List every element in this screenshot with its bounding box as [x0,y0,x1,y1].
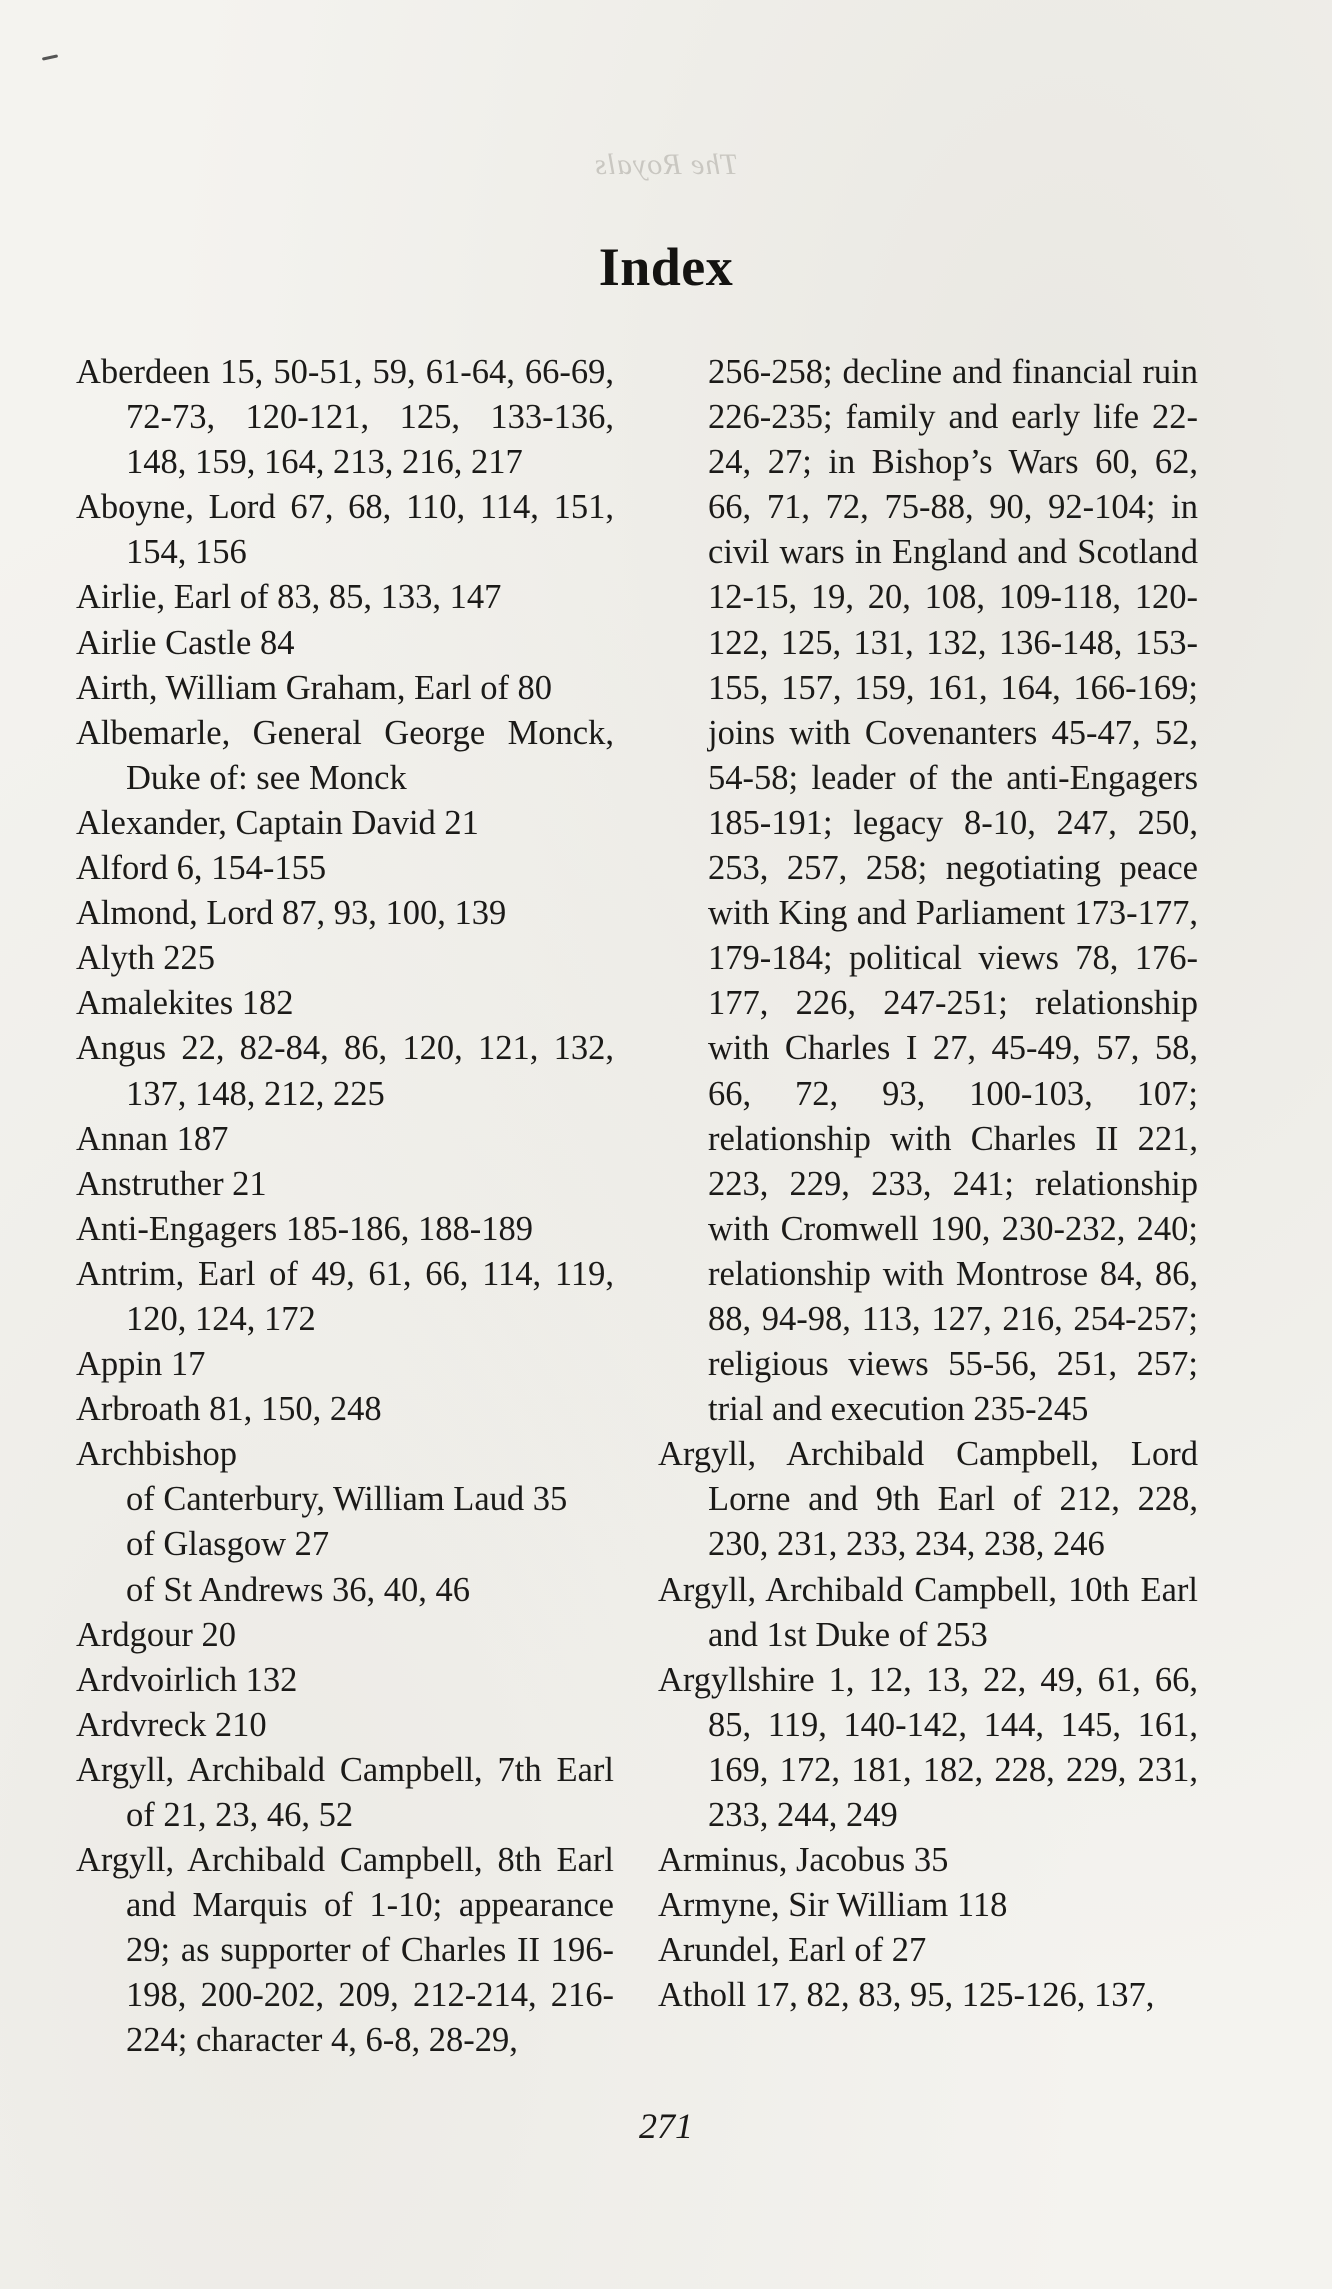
index-entry: Airlie Castle 84 [76,623,295,662]
index-entry: Atholl 17, 82, 83, 95, 125-126, 137, [658,1976,1155,2015]
index-entry: Airth, William Graham, Earl of 80 [76,668,553,707]
index-entry: Argyll, Archibald Campbell, Lord Lorne and 9th Earl of 212, 228, 230, 231, 233, 234, 238, 246 [658,1435,1198,1564]
index-entry: Argyll, Archibald Campbell, 8th Earl and Marquis of 1-10; appearance 29; as supporter of Charles II 196-198, 200-202, 209, 212-214, 216-224; character 4, 6-8, 28-29, [76,1841,614,2060]
index-entry: Argyllshire 1, 12, 13, 22, 49, 61, 66, 85, 119, 140-142, 144, 145, 161, 169, 172, 181, 182, 228, 229, 231, 233, 244, 249 [658,1660,1198,1834]
index-entry: Anti-Engagers 185-186, 188-189 [76,1209,534,1248]
index-column-right [658,350,1198,2018]
index-entry: Armyne, Sir William 118 [658,1886,1008,1925]
index-entry: Archbishop [76,1435,237,1474]
page-title: Index [598,237,734,297]
index-entry: Antrim, Earl of 49, 61, 66, 114, 119, 120, 124, 172 [76,1254,614,1338]
index-subentry: of Glasgow 27 [126,1525,330,1564]
index-entry: Alyth 225 [76,939,215,978]
index-entry: Albemarle, General George Monck, Duke of: see Monck [76,713,614,797]
index-entry: Appin 17 [76,1345,206,1384]
index-subentry: of St Andrews 36, 40, 46 [126,1570,471,1609]
index-entry: 256-258; decline and financial ruin 226-235; family and early life 22-24, 27; in Bishop’s Wars 60, 62, 66, 71, 72, 75-88, 90, 92-104; in civil wars in England and Scotland 12-15, 19, 20, 108, 109-118, 120-122, 125, 131, 132, 136-148, 153-155, 157, 159, 161, 164, 166-169; joins with Covenanters 45-47, 52, 54-58; leader of the anti-Engagers 185-191; legacy 8-10, 247, 250, 253, 257, 258; negotiating peace with King and Parliament 173-177, 179-184; political views 78, 176-177, 226, 247-251; relationship with Charles I 27, 45-49, 57, 58, 66, 72, 93, 100-103, 107; relationship with Charles II 221, 223, 229, 233, 241; relationship with Cromwell 190, 230-232, 240; relationship with Montrose 84, 86, 88, 94-98, 113, 127, 216, 254-257; religious views 55-56, 251, 257; trial and execution 235-245 [708,353,1198,1429]
index-entry: Argyll, Archibald Campbell, 10th Earl and 1st Duke of 253 [658,1570,1198,1654]
index-entry: Alford 6, 154-155 [76,849,327,888]
index-entry: Amalekites 182 [76,984,294,1023]
index-entry: Angus 22, 82-84, 86, 120, 121, 132, 137, 148, 212, 225 [76,1029,614,1113]
index-entry: Ardvoirlich 132 [76,1660,298,1699]
page-number: 271 [639,2106,693,2146]
ink-mark [42,54,58,60]
index-column-left [76,350,614,2064]
index-entry: Airlie, Earl of 83, 85, 133, 147 [76,578,502,617]
index-entry: Arundel, Earl of 27 [658,1931,927,1970]
index-entry: Ardgour 20 [76,1615,237,1654]
index-entry: Alexander, Captain David 21 [76,803,479,842]
index-entry: Arbroath 81, 150, 248 [76,1390,382,1429]
index-entry: Annan 187 [76,1119,229,1158]
running-header-bleedthrough: The Royals [593,148,739,181]
index-entry: Anstruther 21 [76,1164,267,1203]
index-entry: Aboyne, Lord 67, 68, 110, 114, 151, 154, 156 [76,488,614,572]
index-subentry: of Canterbury, William Laud 35 [126,1480,568,1519]
index-entry: Ardvreck 210 [76,1705,267,1744]
index-entry: Almond, Lord 87, 93, 100, 139 [76,894,507,933]
index-entry: Aberdeen 15, 50-51, 59, 61-64, 66-69, 72-73, 120-121, 125, 133-136, 148, 159, 164, 213, 216, 217 [76,353,614,482]
index-entry: Argyll, Archibald Campbell, 7th Earl of 21, 23, 46, 52 [76,1750,614,1834]
index-entry: Arminus, Jacobus 35 [658,1841,949,1880]
